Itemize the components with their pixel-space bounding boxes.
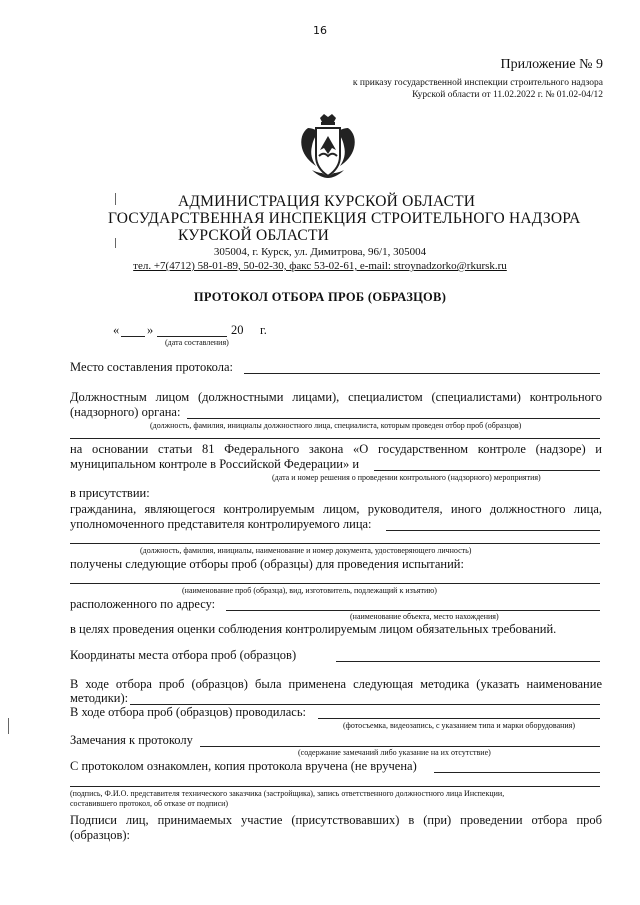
place-label: Место составления протокола: (70, 360, 233, 374)
date-open-quote: « (113, 323, 120, 337)
date-close-quote: » (147, 323, 154, 337)
received-caption: (наименование проб (образца), вид, изготовитель, подлежащий к изъятию) (182, 586, 437, 595)
date-day-field[interactable] (121, 336, 145, 337)
org-contacts: тел. +7(4712) 58-01-89, 50-02-30, факс 53-02-61, e-mail: stroynadzorko@rkursk.ru (133, 260, 507, 272)
received-field[interactable] (70, 583, 600, 584)
date-caption: (дата составления) (165, 338, 229, 347)
citizen-field-2[interactable] (70, 543, 600, 544)
appendix-line-1: к приказу государственной инспекции строительного надзора (352, 78, 603, 88)
date-year-suffix: г. (260, 323, 267, 337)
document-title: ПРОТОКОЛ ОТБОРА ПРОБ (ОБРАЗЦОВ) (193, 290, 447, 304)
coords-label: Координаты места отбора проб (образцов) (70, 648, 297, 662)
conducted-caption: (фотосъемка, видеозапись, с указанием типа и марки оборудования) (343, 721, 576, 730)
official-field-2[interactable] (70, 438, 600, 439)
method-label-1: В ходе отбора проб (образцов) была применена следующая методика (указать наименование (70, 677, 602, 691)
date-year: 20 (231, 323, 244, 337)
coat-of-arms-emblem (298, 112, 358, 184)
basis-label-2: муниципальном контроле в Российской Федерации» и (70, 457, 360, 471)
citizen-caption: (должность, фамилия, инициалы, наименование и номер документа, удостоверяющего личность) (140, 546, 472, 555)
citizen-label-1: гражданина, являющегося контролируемым лицом, руководителя, иного должностного лица, (70, 502, 602, 516)
org-address: 305004, г. Курск, ул. Димитрова, 96/1, 305004 (213, 246, 427, 258)
sign-caption-1: (подпись, Ф.И.О. представителя технического заказчика (застройщика), запись ответственного должностного лица Инспекции, (70, 789, 505, 798)
located-field[interactable] (226, 610, 600, 611)
coords-field[interactable] (336, 661, 600, 662)
date-month-field[interactable] (157, 336, 227, 337)
org-name-2: ГОСУДАРСТВЕННАЯ ИНСПЕКЦИЯ СТРОИТЕЛЬНОГО НАДЗОРА (108, 210, 581, 227)
signatures-label-2: (образцов): (70, 828, 130, 842)
citizen-field[interactable] (386, 530, 600, 531)
acquainted-label: С протоколом ознакомлен, копия протокола вручена (не вручена) (70, 759, 417, 773)
located-caption: (наименование объекта, место нахождения) (350, 612, 499, 621)
basis-label-1: на основании статьи 81 Федерального закона «О государственном контроле (надзоре) и (70, 442, 602, 456)
place-field[interactable] (244, 373, 600, 374)
citizen-label-2: уполномоченного представителя контролируемого лица: (70, 517, 372, 531)
appendix-line-2: Курской области от 11.02.2022 г. № 01.02-04/12 (412, 90, 603, 100)
appendix-title: Приложение № 9 (500, 57, 603, 72)
conducted-field[interactable] (318, 718, 600, 719)
basis-field[interactable] (374, 470, 600, 471)
acquainted-field[interactable] (434, 772, 600, 773)
signature-field[interactable] (70, 786, 600, 787)
org-name-3: КУРСКОЙ ОБЛАСТИ (178, 227, 330, 244)
sign-caption-2: составившего протокол, об отказе от подписи) (70, 799, 229, 808)
conducted-label: В ходе отбора проб (образцов) проводилась: (70, 705, 307, 719)
remarks-label: Замечания к протоколу (70, 733, 193, 747)
org-name-1: АДМИНИСТРАЦИЯ КУРСКОЙ ОБЛАСТИ (178, 193, 476, 210)
page-number: 16 (313, 24, 327, 37)
located-label: расположенного по адресу: (70, 597, 216, 611)
official-label-1: Должностным лицом (должностными лицами), специалистом (специалистами) контрольного (70, 390, 602, 404)
basis-caption: (дата и номер решения о проведении контрольного (надзорного) мероприятия) (272, 473, 541, 482)
signatures-label-1: Подписи лиц, принимаемых участие (присутствовавших) в (при) проведении отбора проб (70, 813, 602, 827)
official-label-2: (надзорного) органа: (70, 405, 181, 419)
received-label: получены следующие отборы проб (образцы) для проведения испытаний: (70, 557, 464, 571)
official-caption: (должность, фамилия, инициалы должностного лица, специалиста, которым проведен отбор проб (образцов) (150, 421, 522, 430)
remarks-caption: (содержание замечаний либо указание на их отсутствие) (298, 748, 491, 757)
official-field[interactable] (187, 418, 600, 419)
purpose-text: в целях проведения оценки соблюдения контролируемым лицом обязательных требований. (70, 622, 557, 636)
presence-label: в присутствии: (70, 486, 150, 500)
method-label-2: методики): (70, 691, 129, 705)
remarks-field[interactable] (200, 746, 600, 747)
